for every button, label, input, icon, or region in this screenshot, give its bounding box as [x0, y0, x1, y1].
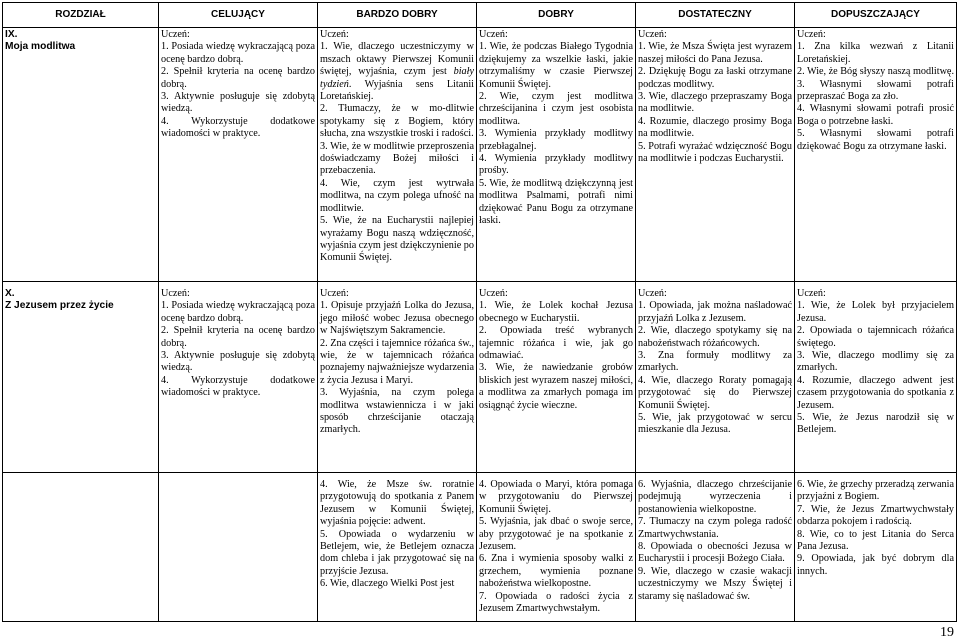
criteria-item: 7. Wie, że Jezus Zmartwychwstały obdarza pokojem i radością. — [797, 503, 954, 528]
header-chapter: ROZDZIAŁ — [3, 3, 159, 28]
criteria-list — [797, 41, 954, 153]
criteria-list — [320, 479, 474, 591]
header-acceptable: DOPUSZCZAJĄCY — [795, 3, 957, 28]
criteria-item: 1. Wie, że Msza Święta jest wyrazem naszej miłości do Pana Jezusa. — [638, 41, 792, 65]
criteria-cell — [477, 28, 636, 282]
criteria-item: 2. Spełnił kryteria na ocenę bardzo dobrą. — [161, 325, 315, 349]
criteria-item: 3. Zna formuły modlitwy za zmarłych. — [638, 350, 792, 374]
criteria-item: 1. Opowiada, jak można naśladować przyjaźń Lolka z Jezusem. — [638, 300, 792, 324]
criteria-item: 9. Wie, dlaczego w czasie wakacji uczestniczymy we Mszy Świętej i staramy się naśladować św. — [638, 565, 792, 602]
criteria-item: 6. Wyjaśnia, dlaczego chrześcijanie podejmują wyrzeczenia i postanowienia wielkopostne. — [638, 479, 792, 515]
criteria-cell — [795, 282, 957, 473]
criteria-item: 4. Wie, dlaczego Roraty pomagają przygotować się do Pierwszej Komunii Świętej. — [638, 374, 792, 411]
criteria-item: 4. Wykorzystuje dodatkowe wiadomości w praktyce. — [161, 115, 315, 140]
criteria-item: 5. Wie, że modlitwą dziękczynną jest modlitwa Psalmami, potrafi nimi dziękować Panu Bogu za otrzymane łaski. — [479, 177, 633, 227]
criteria-cell — [477, 473, 636, 622]
criteria-item: 1. Opisuje przyjaźń Lolka do Jezusa, jego miłość wobec Jezusa obecnego w Najświętszym Sakramencie. — [320, 300, 474, 337]
criteria-list — [479, 479, 633, 615]
criteria-item: 3. Wie, że nawiedzanie grobów bliskich jest wyrazem naszej miłości, a modlitwa za zmarłych pomaga im osiągnąć życie wieczne. — [479, 362, 633, 411]
criteria-cell — [795, 473, 957, 622]
criteria-cell — [159, 282, 318, 473]
criteria-cell — [159, 28, 318, 282]
chapter-cell — [3, 473, 159, 622]
chapter-number: IX. — [5, 29, 18, 40]
chapter-title: Moja modlitwa — [5, 41, 76, 53]
criteria-list — [320, 41, 474, 264]
criteria-cell — [318, 282, 477, 473]
criteria-item: 6. Wie, dlaczego Wielki Post jest — [320, 578, 455, 590]
criteria-item: 4. Wie, że Msze św. roratnie przygotowują do spotkania z Panem Jezusem w Komunii Świętej, wyjaśnia pojęcie: adwent. — [320, 479, 474, 528]
criteria-item: 5. Wie, jak przygotować w sercu mieszkanie dla Jezusa. — [638, 412, 792, 436]
cell-heading: Uczeń: — [479, 288, 508, 299]
criteria-item: 9. Opowiada, jak być dobrym dla innych. — [797, 553, 954, 577]
criteria-cell — [636, 28, 795, 282]
curriculum-table — [2, 2, 957, 622]
criteria-cell — [636, 282, 795, 473]
criteria-item: 5. Własnymi słowami potrafi dziękować Bogu za otrzymane łaski. — [797, 128, 954, 152]
criteria-item: 5. Potrafi wyrażać wdzięczność Bogu na modlitwie i podczas Eucharystii. — [638, 140, 792, 165]
criteria-item: 6. Wie, że grzechy przeradzą zerwania przyjaźni z Bogiem. — [797, 479, 954, 503]
chapter-cell — [3, 282, 159, 473]
criteria-item: 6. Zna i wymienia sposoby walki z grzechem, wymienia poznane nabożeństwa wielkopostne. — [479, 553, 633, 590]
criteria-item: 2. Wie, czym jest modlitwa chrześcijanina i czym jest osobista modlitwa. — [479, 91, 633, 127]
cell-heading: Uczeń: — [479, 29, 508, 40]
criteria-item: 5. Opowiada o wydarzeniu w Betlejem, wie, że Betlejem oznacza dom chleba i jak przygotować się na przyjście Jezusa. — [320, 528, 474, 577]
cell-heading: Uczeń: — [320, 288, 349, 299]
criteria-item: 4. Wykorzystuje dodatkowe wiadomości w praktyce. — [161, 374, 315, 399]
criteria-item: 8. Opowiada o obecności Jezusa w Eucharystii i procesji Bożego Ciała. — [638, 541, 792, 565]
criteria-item: 2. Zna części i tajemnice różańca św., wie, że w tajemnicach różańca poznajemy najważniejsze wydarzenia z życia Jezusa i Maryi. — [320, 337, 474, 386]
cell-heading: Uczeń: — [161, 29, 190, 40]
chapter-title: Z Jezusem przez życie — [5, 300, 114, 312]
criteria-item: 2. Opowiada o tajemnicach różańca świętego. — [797, 325, 954, 349]
criteria-item: 3. Wie, dlaczego przepraszamy Boga na modlitwie. — [638, 91, 792, 115]
criteria-item: 3. Wie, dlaczego modlimy się za zmarłych. — [797, 350, 954, 374]
section-row — [3, 282, 957, 473]
criteria-item: 3. Wymienia przykłady modlitwy przebłagalnej. — [479, 128, 633, 152]
criteria-item: 1. Wie, że Lolek kochał Jezusa obecnego w Eucharystii. — [479, 300, 633, 324]
criteria-item: 8. Wie, co to jest Litania do Serca Pana Jezusa. — [797, 528, 954, 553]
criteria-item: 1. Wie, że Lolek był przyjacielem Jezusa. — [797, 300, 954, 324]
page-number: 19 — [940, 625, 954, 640]
criteria-item: 2. Opowiada treść wybranych tajemnic różańca i wie, jak go odmawiać. — [479, 325, 633, 362]
header-excellent: CELUJĄCY — [159, 3, 318, 28]
criteria-cell — [795, 28, 957, 282]
criteria-list — [320, 300, 474, 436]
criteria-list — [797, 479, 954, 578]
header-very-good: BARDZO DOBRY — [318, 3, 477, 28]
criteria-item: 4. Opowiada o Maryi, która pomaga w przygotowaniu do Pierwszej Komunii Świętej. — [479, 479, 633, 515]
criteria-list — [638, 479, 792, 603]
criteria-item: 2. Wie, dlaczego spotykamy się na nabożeństwach różańcowych. — [638, 325, 792, 349]
criteria-item: 1. Wie, że podczas Białego Tygodnia dziękujemy za wszelkie łaski, jakie otrzymaliśmy w czasie Pierwszej Komunii Świętej. — [479, 41, 633, 90]
criteria-item: 1. Zna kilka wezwań z Litanii Loretańskiej. — [797, 41, 954, 65]
criteria-item: 7. Opowiada o radości życia z Jezusem Zmartwychwstałym. — [479, 590, 633, 615]
criteria-cell — [477, 282, 636, 473]
criteria-item: 1. Posiada wiedzę wykraczającą poza ocenę bardzo dobrą. — [161, 300, 315, 324]
criteria-list — [479, 41, 633, 227]
criteria-cell — [636, 473, 795, 622]
criteria-item: 3. Aktywnie posługuje się zdobytą wiedzą. — [161, 91, 315, 115]
header-good: DOBRY — [477, 3, 636, 28]
chapter-number: X. — [5, 288, 15, 299]
criteria-item: 3. Własnymi słowami potrafi przepraszać Boga za zło. — [797, 78, 954, 103]
cell-heading: Uczeń: — [320, 29, 349, 40]
criteria-item: 2. Wie, że Bóg słyszy naszą modlitwę. — [797, 66, 954, 78]
criteria-list — [161, 41, 315, 140]
criteria-list — [479, 300, 633, 412]
criteria-item: 7. Tłumaczy na czym polega radość Zmartwychwstania. — [638, 516, 792, 540]
criteria-item: 4. Rozumie, dlaczego adwent jest czasem przygotowania do spotkania z Jezusem. — [797, 374, 954, 411]
criteria-cell — [318, 473, 477, 622]
criteria-list — [638, 300, 792, 436]
criteria-item: 3. Wyjaśnia, na czym polega modlitwa wstawiennicza i w jaki sposób chrześcijanie otaczają zmarłych. — [320, 387, 474, 436]
criteria-list — [638, 41, 792, 165]
criteria-item: 2. Spełnił kryteria na ocenę bardzo dobrą. — [161, 66, 315, 90]
criteria-item: 4. Wymienia przykłady modlitwy prośby. — [479, 153, 633, 177]
criteria-item: 3. Aktywnie posługuje się zdobytą wiedzą. — [161, 350, 315, 374]
criteria-cell — [318, 28, 477, 282]
section-row — [3, 473, 957, 622]
criteria-item: 2. Tłumaczy, że w mo-dlitwie spotykamy się z Bogiem, który słucha, zna wszystkie troski i radości. — [320, 103, 474, 140]
cell-heading: Uczeń: — [797, 29, 826, 40]
criteria-list — [161, 300, 315, 399]
criteria-item: 1. Posiada wiedzę wykraczającą poza ocenę bardzo dobrą. — [161, 41, 315, 65]
cell-heading: Uczeń: — [797, 288, 826, 299]
criteria-item: 3. Wie, że w modlitwie przeproszenia doświadczamy Bożej miłości i przebaczenia. — [320, 140, 474, 177]
criteria-list — [797, 300, 954, 436]
section-row — [3, 28, 957, 282]
chapter-cell — [3, 28, 159, 282]
header-sufficient: DOSTATECZNY — [636, 3, 795, 28]
criteria-cell — [159, 473, 318, 622]
criteria-item: 5. Wie, że na Eucharystii najlepiej wyrażamy Bogu naszą wdzięczność, wyjaśnia czym jest dziękczynienie po Komunii Świętej. — [320, 215, 474, 264]
criteria-item: 2. Dziękuję Bogu za łaski otrzymane podczas modlitwy. — [638, 66, 792, 90]
cell-heading: Uczeń: — [638, 29, 667, 40]
criteria-item: 4. Wie, czym jest wytrwała modlitwa, na czym polega ufność na modlitwie. — [320, 177, 474, 214]
criteria-item: 5. Wie, że Jezus narodził się w Betlejem. — [797, 412, 954, 436]
cell-heading: Uczeń: — [638, 288, 667, 299]
criteria-item: 4. Rozumie, dlaczego prosimy Boga na modlitwie. — [638, 115, 792, 140]
header-row — [3, 3, 957, 28]
criteria-item: 4. Własnymi słowami potrafi prosić Boga o potrzebne łaski. — [797, 103, 954, 127]
cell-heading: Uczeń: — [161, 288, 190, 299]
criteria-item: 5. Wyjaśnia, jak dbać o swoje serce, aby przygotować je na spotkanie z Jezusem. — [479, 516, 633, 553]
criteria-item: 1. Wie, dlaczego uczestniczymy w mszach oktawy Pierwszej Komunii świętej, wyjaśnia, czym jest biały tydzień. Wyjaśnia sens Litanii Loretańskiej. — [320, 41, 474, 103]
